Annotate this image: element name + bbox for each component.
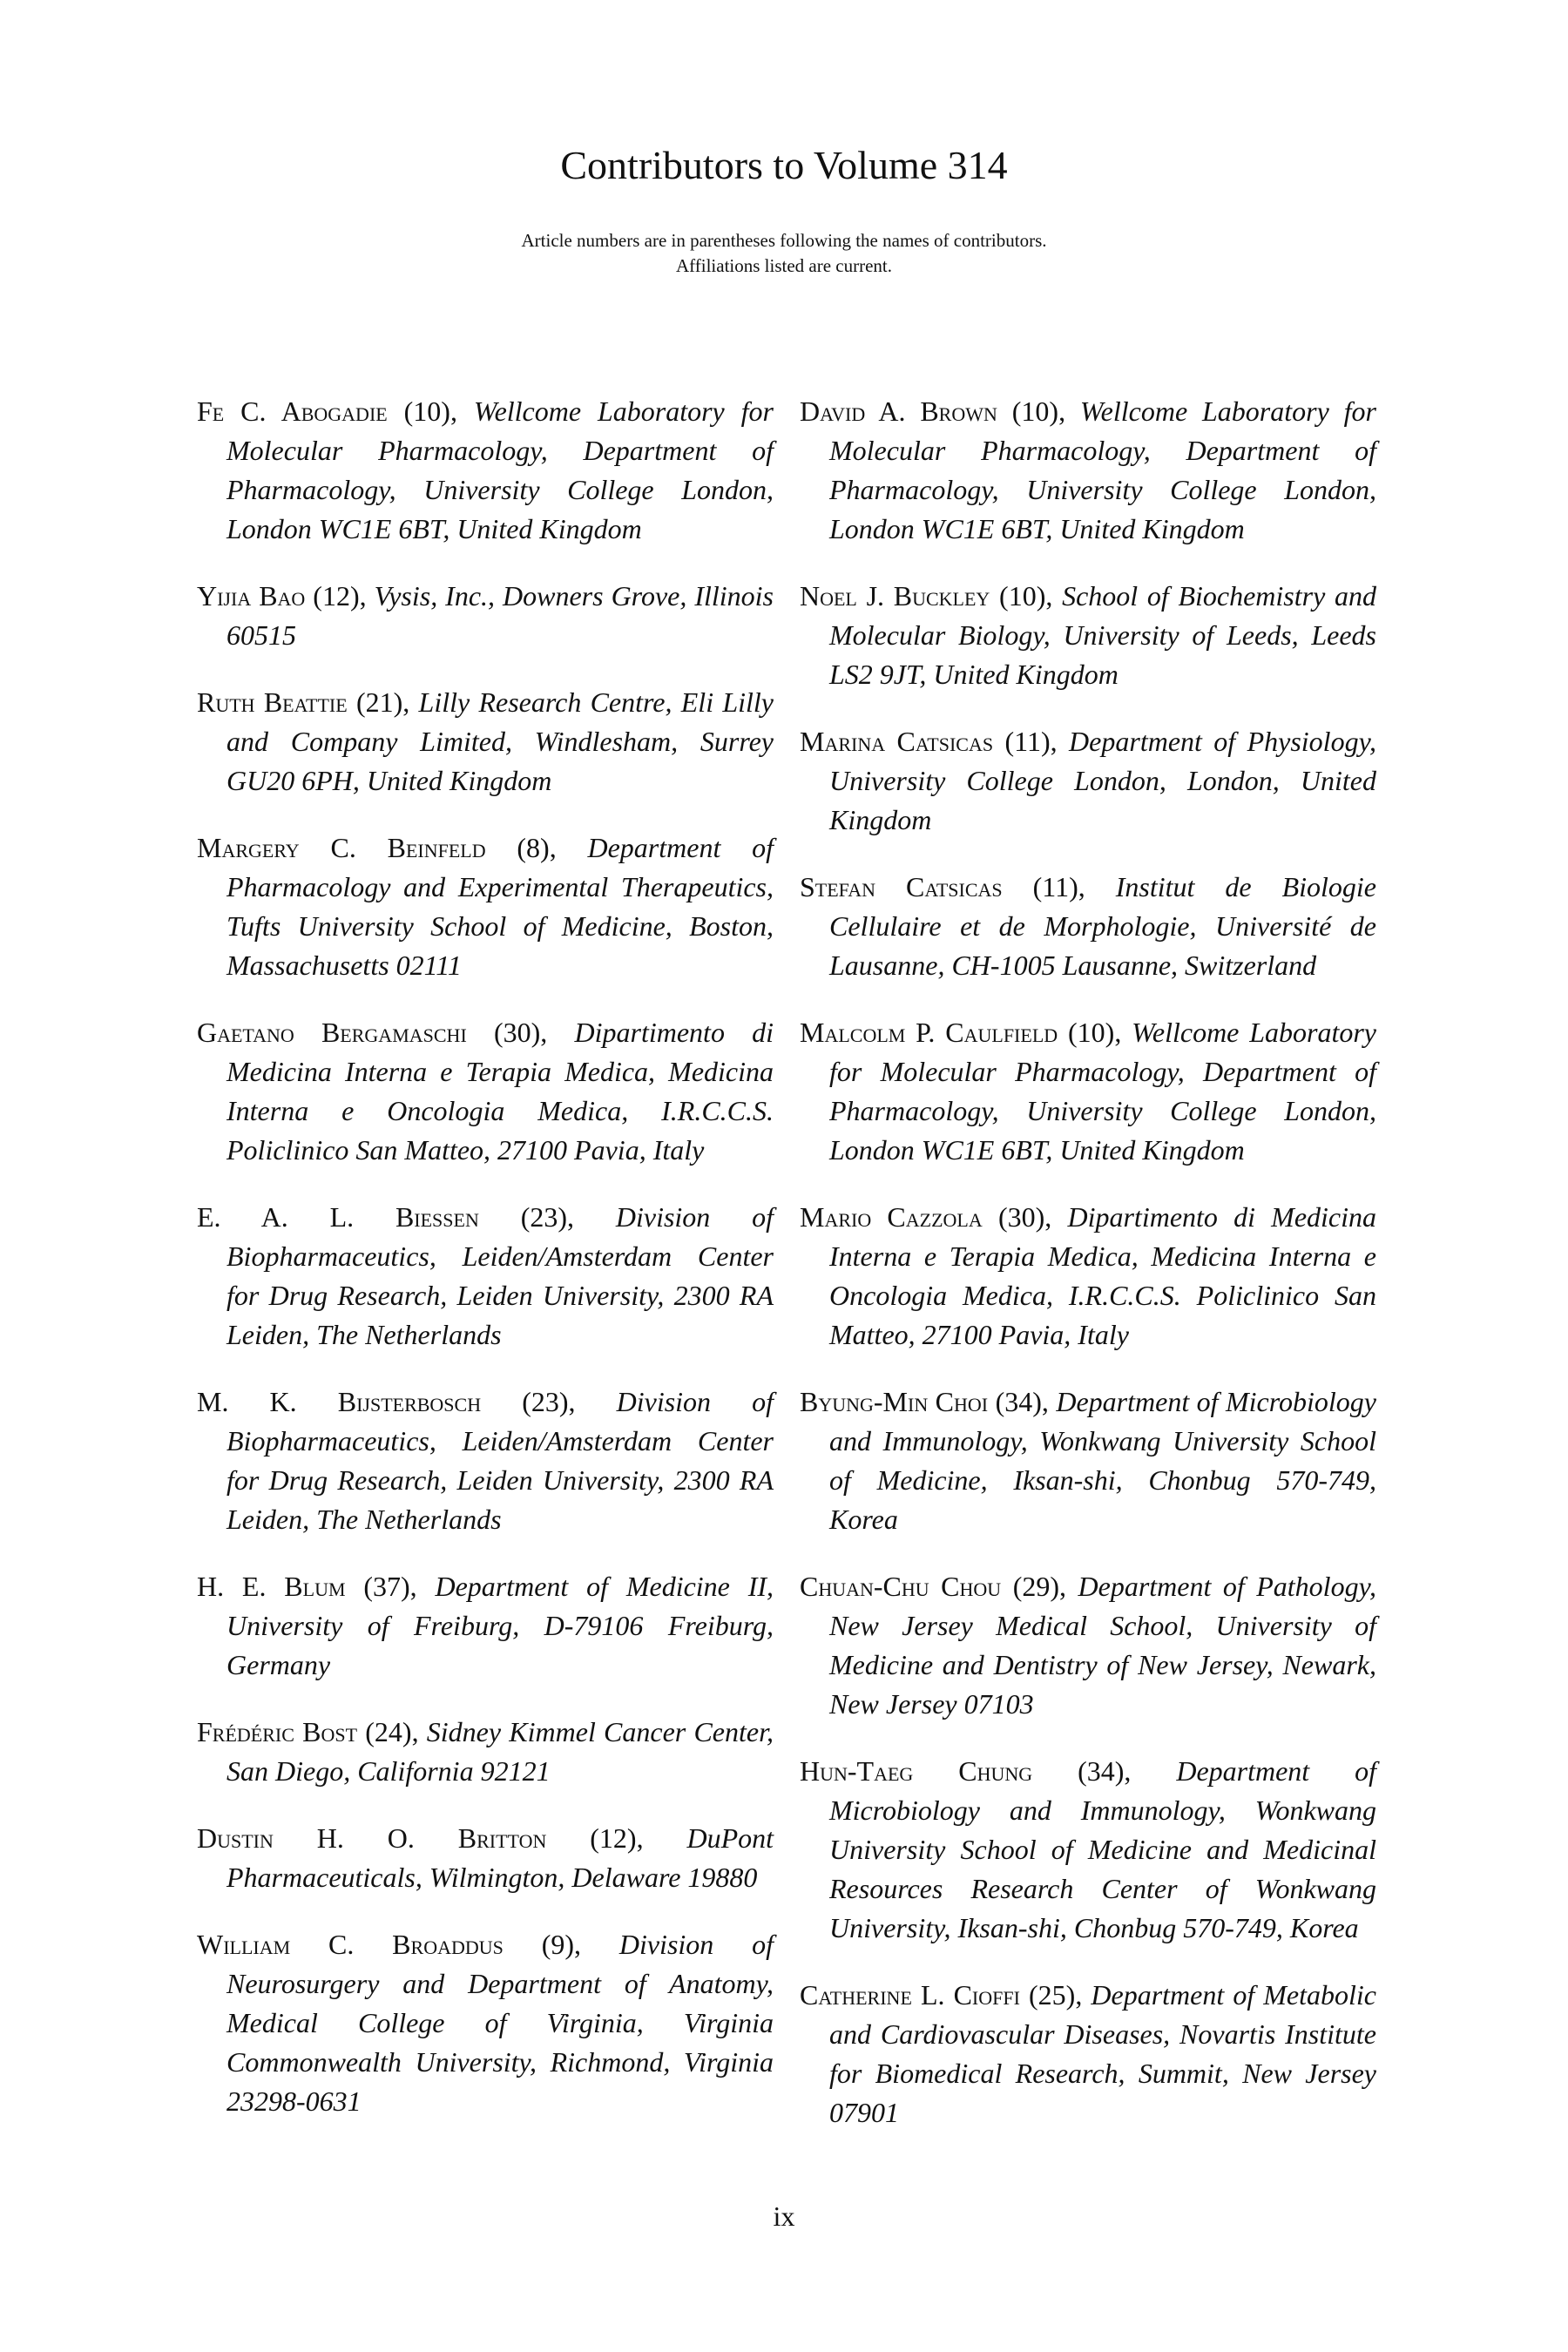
article-number: (11), [1004,726,1058,757]
affiliation: Wellcome Laboratory for Molecular Pharmacology, Department of Pharmacology, University College London, London WC1E 6BT, United Kingdom [829,395,1376,544]
contributor-entry [197,1013,774,1170]
contributor-name: Fe C. Abogadie [197,395,388,427]
article-number: (34), [1078,1755,1132,1787]
left-column [197,364,774,2133]
contributor-name: E. A. L. Biessen [197,1201,479,1233]
contributor-name: Yijia Bao [197,580,306,612]
article-number: (21), [355,686,410,718]
contributor-name: David A. Brown [800,395,997,427]
affiliation: Department of Medicine II, University of Freiburg, D-79106 Freiburg, Germany [226,1571,774,1680]
affiliation: Department of Microbiology and Immunology, Wonkwang University School of Medicine, Iksan-shi, Chonbug 570-749, Korea [829,1386,1376,1535]
affiliation: Dipartimento di Medicina Interna e Terapia Medica, Medicina Interna e Oncologia Medica, I.R.C.C.S. Policlinico San Matteo, 27100 Pavia, Italy [226,1017,774,1166]
affiliation: School of Biochemistry and Molecular Biology, University of Leeds, Leeds LS2 9JT, United Kingdom [829,580,1377,690]
contributor-entry [197,683,774,801]
right-column [800,364,1376,2145]
article-number: (29), [1012,1571,1066,1602]
contributor-entry [800,577,1376,694]
affiliation: Department of Pathology, New Jersey Medical School, University of Medicine and Dentistry of New Jersey, Newark, New Jersey 07103 [829,1571,1377,1720]
contributor-name: M. K. Bijsterbosch [197,1386,482,1417]
contributor-name: Hun-Taeg Chung [800,1755,1033,1787]
affiliation: Dipartimento di Medicina Interna e Terapia Medica, Medicina Interna e Oncologia Medica, I.R.C.C.S. Policlinico San Matteo, 27100 Pavia, Italy [829,1201,1377,1350]
subtitle-note [0,228,1568,279]
contributor-name: Stefan Catsicas [800,871,1003,902]
affiliation: Department of Metabolic and Cardiovascular Diseases, Novartis Institute for Biomedical Research, Summit, New Jersey 07901 [829,1979,1377,2128]
article-number: (11), [1032,871,1085,902]
article-number: (23), [520,1201,575,1233]
article-number: (10), [1068,1017,1122,1048]
contributor-entry [800,1198,1376,1355]
contributor-name: Byung-Min Choi [800,1386,989,1417]
contributor-entry [197,1567,774,1685]
contributor-entry [800,868,1376,985]
affiliation: Lilly Research Centre, Eli Lilly and Company Limited, Windlesham, Surrey GU20 6PH, United Kingdom [226,686,774,796]
contributor-entry [800,1382,1376,1539]
affiliation: DuPont Pharmaceuticals, Wilmington, Delaware 19880 [226,1822,774,1893]
article-number: (34), [995,1386,1049,1417]
contributor-name: Malcolm P. Caulfield [800,1017,1058,1048]
article-number: (30), [493,1017,548,1048]
contributor-name: Dustin H. O. Britton [197,1822,547,1854]
contributor-name: Gaetano Bergamaschi [197,1017,467,1048]
article-number: (10), [999,580,1053,612]
contributor-name: Noel J. Buckley [800,580,990,612]
contributor-name: Marina Catsicas [800,726,994,757]
contributor-name: William C. Broaddus [197,1929,504,1960]
contributor-name: Margery C. Beinfeld [197,832,486,863]
contributor-entry [800,722,1376,840]
affiliation: Vysis, Inc., Downers Grove, Illinois 60515 [226,580,774,651]
subtitle-line: Article numbers are in parentheses following the names of contributors. [521,230,1047,251]
article-number: (10), [403,395,457,427]
contributor-entry [197,1713,774,1791]
affiliation: Institut de Biologie Cellulaire et de Morphologie, Université de Lausanne, CH-1005 Lausanne, Switzerland [829,871,1376,981]
affiliation: Sidney Kimmel Cancer Center, San Diego, California 92121 [226,1716,774,1787]
article-number: (12), [590,1822,644,1854]
contributor-entry [197,577,774,655]
article-number: (8), [517,832,557,863]
affiliation: Department of Physiology, University College London, London, United Kingdom [829,726,1377,835]
contributor-entry [197,392,774,549]
article-number: (24), [365,1716,419,1747]
contributor-entry [800,1752,1376,1948]
contributor-entry [800,1976,1376,2132]
contributor-entry [800,392,1376,549]
contributor-name: Frédéric Bost [197,1716,358,1747]
affiliation: Division of Biopharmaceutics, Leiden/Amsterdam Center for Drug Research, Leiden University, 2300 RA Leiden, The Netherlands [226,1386,774,1535]
affiliation: Department of Microbiology and Immunology, Wonkwang University School of Medicine and Medicinal Resources Research Center of Wonkwang University, Iksan-shi, Chonbug 570-749, Korea [829,1755,1377,1943]
article-number: (9), [541,1929,582,1960]
contributor-entry [197,1198,774,1355]
page-title: Contributors to Volume 314 [560,143,1008,187]
contributor-entry [197,1925,774,2121]
article-number: (37), [363,1571,417,1602]
article-number: (30), [997,1201,1052,1233]
affiliation: Wellcome Laboratory for Molecular Pharmacology, Department of Pharmacology, University College London, London WC1E 6BT, United Kingdom [226,395,774,544]
page-number: ix [773,2200,795,2232]
contributor-name: Ruth Beattie [197,686,348,718]
contributor-name: Catherine L. Cioffi [800,1979,1020,2011]
contributor-name: Chuan-Chu Chou [800,1571,1002,1602]
subtitle-line: Affiliations listed are current. [675,255,893,276]
article-number: (10), [1011,395,1066,427]
affiliation: Department of Pharmacology and Experimental Therapeutics, Tufts University School of Medicine, Boston, Massachusetts 02111 [226,832,774,981]
contributor-name: Mario Cazzola [800,1201,983,1233]
contributor-entry [800,1567,1376,1724]
article-number: (25), [1029,1979,1083,2011]
affiliation: Division of Biopharmaceutics, Leiden/Amsterdam Center for Drug Research, Leiden University, 2300 RA Leiden, The Netherlands [226,1201,774,1350]
contributor-entry [197,1819,774,1897]
contributor-entry [197,1382,774,1539]
article-number: (12), [313,580,367,612]
contributor-name: H. E. Blum [197,1571,346,1602]
article-number: (23), [522,1386,576,1417]
contributor-entry [197,828,774,985]
affiliation: Wellcome Laboratory for Molecular Pharmacology, Department of Pharmacology, University College London, London WC1E 6BT, United Kingdom [829,1017,1377,1166]
contributor-entry [800,1013,1376,1170]
affiliation: Division of Neurosurgery and Department of Anatomy, Medical College of Virginia, Virginia Commonwealth University, Richmond, Virginia 23298-0631 [226,1929,774,2117]
